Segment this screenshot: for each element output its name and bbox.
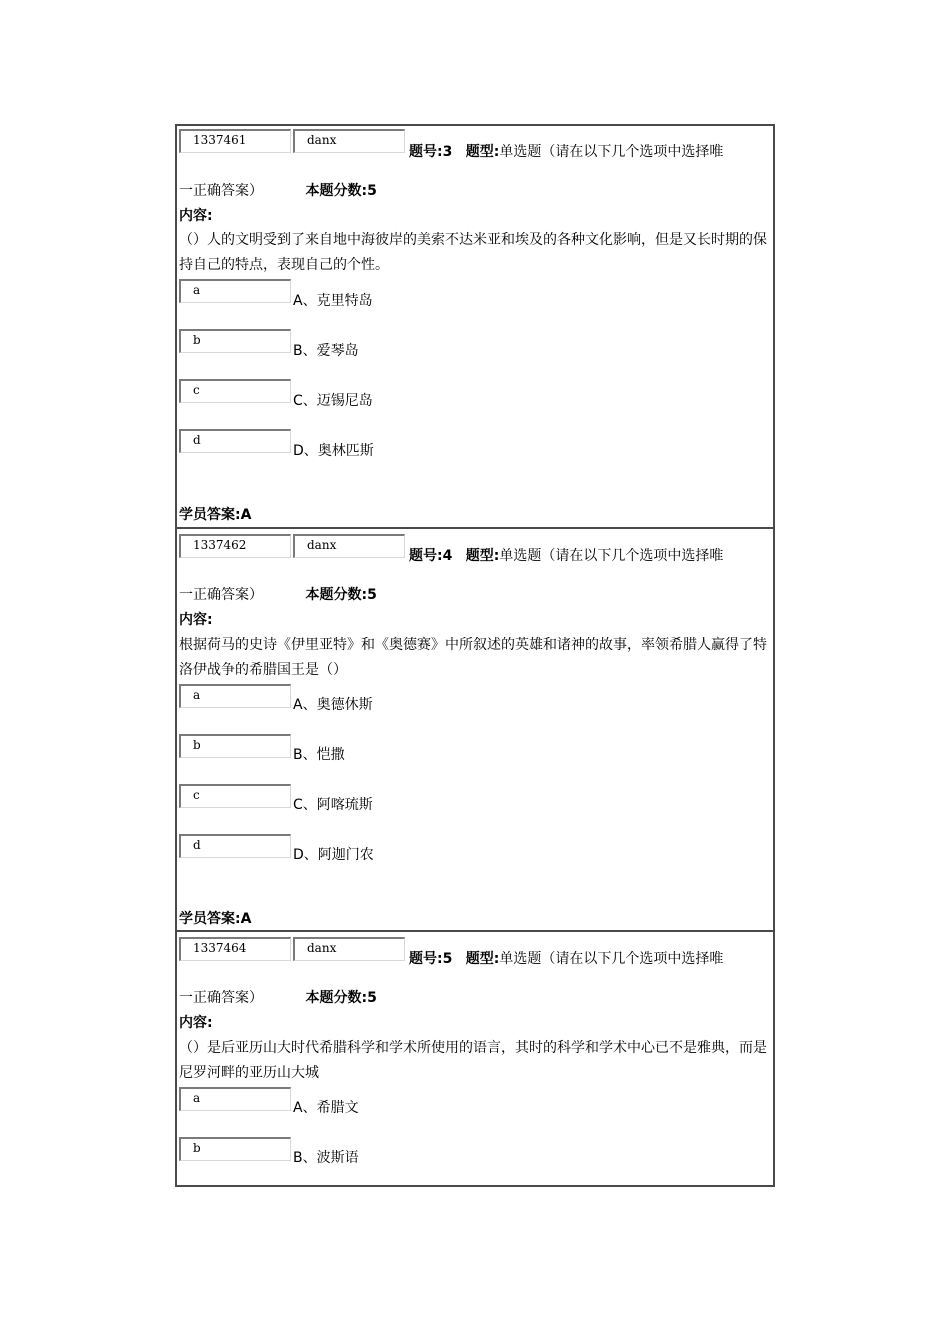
question-kind-field[interactable]: danx xyxy=(293,534,405,558)
option-field[interactable]: a xyxy=(179,279,291,303)
score-label: 本题分数: xyxy=(305,990,368,1006)
option-b: B、恺撒 xyxy=(293,747,345,763)
question-type: 单选题（请在以下几个选项中选择唯 xyxy=(499,144,724,160)
content-label: 内容: xyxy=(179,1015,213,1031)
question-kind-field[interactable]: danx xyxy=(293,129,405,153)
question-score: 5 xyxy=(367,183,377,199)
score-label: 本题分数: xyxy=(305,587,368,603)
question-score: 5 xyxy=(367,587,377,603)
content-label: 内容: xyxy=(179,208,213,224)
question-header xyxy=(409,547,723,565)
question-block xyxy=(177,126,773,527)
question-header-cont xyxy=(179,586,377,604)
question-header-cont xyxy=(179,989,377,1007)
question-content: 根据荷马的史诗《伊里亚特》和《奥德赛》中所叙述的英雄和诸神的故事，率领希腊人赢得了特洛伊战争的希腊国王是（） xyxy=(179,637,767,678)
option-field[interactable]: d xyxy=(179,429,291,453)
option-c: C、阿喀琉斯 xyxy=(293,797,373,813)
type-label: 题型: xyxy=(465,548,500,564)
question-id-field[interactable]: 1337464 xyxy=(179,937,291,961)
question-content: （）是后亚历山大时代希腊科学和学术所使用的语言，其时的科学和学术中心已不是雅典，而是尼罗河畔的亚历山大城 xyxy=(179,1040,767,1081)
question-header xyxy=(409,950,723,968)
option-c: C、迈锡尼岛 xyxy=(293,393,373,409)
option-a: A、希腊文 xyxy=(293,1100,359,1116)
question-type-cont: 一正确答案） xyxy=(179,990,263,1006)
option-field[interactable]: a xyxy=(179,1087,291,1111)
option-field[interactable]: b xyxy=(179,1137,291,1161)
question-type-cont: 一正确答案） xyxy=(179,587,263,603)
student-answer: 学员答案:A xyxy=(179,911,252,927)
question-score: 5 xyxy=(367,990,377,1006)
question-number: 4 xyxy=(442,548,453,564)
option-b: B、爱琴岛 xyxy=(293,343,359,359)
question-header xyxy=(409,143,723,161)
student-answer: 学员答案:A xyxy=(179,507,252,523)
option-b: B、波斯语 xyxy=(293,1150,359,1166)
option-field[interactable]: b xyxy=(179,329,291,353)
question-content: （）人的文明受到了来自地中海彼岸的美索不达米亚和埃及的各种文化影响，但是又长时期的保持自己的特点，表现自己的个性。 xyxy=(179,232,767,273)
content-label: 内容: xyxy=(179,612,213,628)
option-field[interactable]: c xyxy=(179,379,291,403)
question-number: 5 xyxy=(442,951,453,967)
question-number: 3 xyxy=(442,144,453,160)
num-label: 题号: xyxy=(409,548,443,564)
question-block xyxy=(177,930,773,1187)
num-label: 题号: xyxy=(409,144,443,160)
num-label: 题号: xyxy=(409,951,443,967)
score-label: 本题分数: xyxy=(305,183,368,199)
question-type: 单选题（请在以下几个选项中选择唯 xyxy=(499,951,724,967)
option-field[interactable]: a xyxy=(179,684,291,708)
question-kind-field[interactable]: danx xyxy=(293,937,405,961)
question-type: 单选题（请在以下几个选项中选择唯 xyxy=(499,548,724,564)
question-type-cont: 一正确答案） xyxy=(179,183,263,199)
option-field[interactable]: c xyxy=(179,784,291,808)
option-field[interactable]: b xyxy=(179,734,291,758)
type-label: 题型: xyxy=(465,951,500,967)
type-label: 题型: xyxy=(465,144,500,160)
option-d: D、阿迦门农 xyxy=(293,847,374,863)
question-header-cont xyxy=(179,182,377,200)
option-d: D、奥林匹斯 xyxy=(293,443,374,459)
option-field[interactable]: d xyxy=(179,834,291,858)
question-id-field[interactable]: 1337461 xyxy=(179,129,291,153)
option-a: A、克里特岛 xyxy=(293,293,373,309)
question-id-field[interactable]: 1337462 xyxy=(179,534,291,558)
question-block xyxy=(177,527,773,932)
option-a: A、奥德休斯 xyxy=(293,697,373,713)
